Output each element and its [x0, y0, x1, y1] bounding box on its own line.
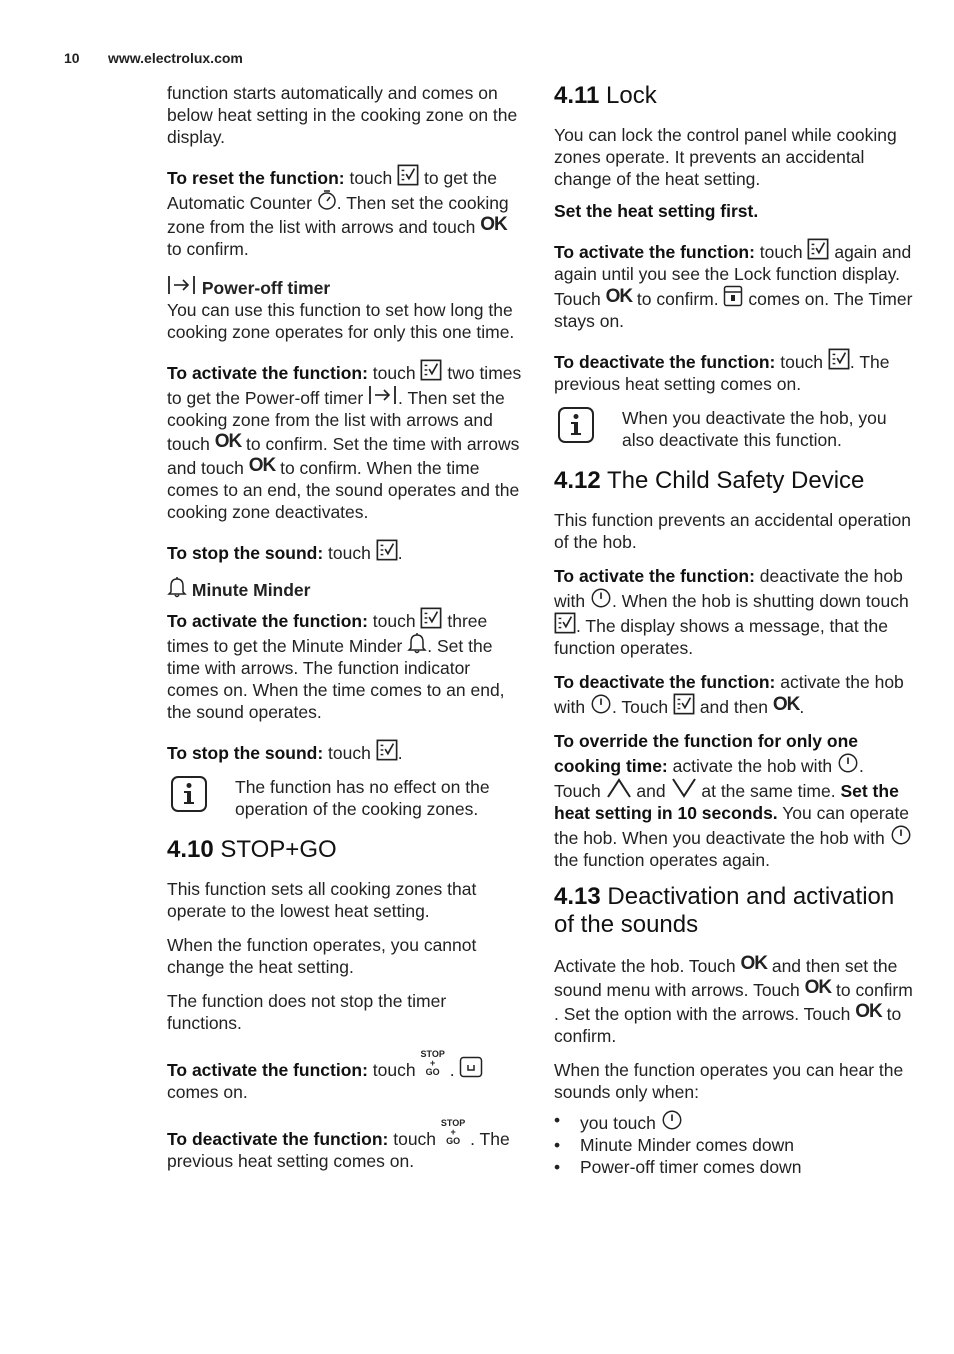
list-item: • Power-off timer comes down [554, 1156, 914, 1178]
timer-select-icon [673, 693, 695, 715]
ok-icon: OK [855, 1001, 882, 1022]
section-4-10-heading: 4.10 STOP+GO [167, 836, 337, 863]
right-column [554, 82, 914, 1178]
ok-icon: OK [605, 286, 633, 307]
ok-icon: OK [480, 214, 507, 235]
ok-icon: OK [740, 953, 767, 974]
up-arrow-icon [606, 777, 632, 799]
section-4-12-heading: 4.12 The Child Safety Device [554, 467, 865, 494]
on-off-icon [590, 693, 612, 715]
sounds-p2: When the function operates you can hear the sounds only when: [554, 1060, 904, 1102]
power-off-title: Power-off timer [201, 278, 331, 298]
lock-p2: Set the heat setting first. [554, 201, 759, 221]
child-safety-override: To override the function for only one cooking time: activate the hob with . Touch and at the same time. Set the heat setting in 10 seconds. You can operate the hob. When you deactivate the hob with the function operates again. [554, 730, 914, 871]
lock-deactivate: To deactivate the function: touch . The previous heat setting comes on. [554, 348, 914, 395]
minute-minder-title: Minute Minder [191, 580, 311, 600]
timer-select-icon [828, 348, 850, 370]
sounds-p1: Activate the hob. Touch OK and then set the sound menu with arrows. Touch OK to confirm . Set the option with the arrows. Touch OK to confirm. [554, 953, 913, 1046]
info-icon [558, 407, 594, 443]
stop-go-indicator-icon [459, 1056, 483, 1078]
stop-go-icon: STOP + GO [440, 1118, 466, 1146]
bell-icon [407, 632, 427, 654]
power-off-section [167, 274, 523, 343]
section-4-13-heading: 4.13 Deactivation and activation of the sounds [554, 883, 895, 938]
page-header [64, 50, 243, 66]
ok-icon: OK [804, 977, 832, 998]
reset-paragraph: To reset the function: touch to get the Automatic Counter . Then set the cooking zone from the list with arrows and touch OK to confirm. [167, 164, 523, 260]
list-item: • you touch [554, 1109, 914, 1134]
child-safety-p1: This function prevents an accidental operation of the hob. [554, 510, 912, 552]
stop-go-icon: STOP + GO [420, 1049, 445, 1077]
power-off-timer-icon [368, 384, 398, 406]
page-number: 10 [64, 50, 80, 66]
lock-icon [723, 285, 743, 307]
timer-select-icon [397, 164, 419, 186]
stop-sound-2: To stop the sound: touch . [167, 739, 523, 764]
lock-activate: To activate the function: touch again and again until you see the Lock function display. Touch OK to confirm. comes on. The Timer stays on. [554, 238, 914, 332]
on-off-icon [590, 587, 612, 609]
timer-select-icon [376, 739, 398, 761]
info-note-2 [554, 407, 914, 451]
intro-paragraph: function starts automatically and comes on below heat setting in the cooking zone on the display. [167, 83, 518, 147]
ok-icon: OK [214, 431, 242, 452]
lock-p1: You can lock the control panel while cooking zones operate. It prevents an accidental change of the heat setting. [554, 125, 897, 189]
timer-select-icon [376, 539, 398, 561]
child-safety-activate: To activate the function: deactivate the hob with . When the hob is shutting down touch . The display shows a message, that the function operates. [554, 566, 909, 658]
sounds-list [554, 1109, 914, 1178]
stop-sound-1: To stop the sound: touch . [167, 539, 523, 564]
timer-select-icon [420, 359, 442, 381]
power-off-desc: You can use this function to set how long the cooking zone operates for only this one time. [167, 300, 515, 342]
ok-icon: OK [772, 694, 800, 715]
site-url: www.electrolux.com [108, 50, 243, 66]
automatic-counter-icon [317, 189, 337, 211]
timer-select-icon [807, 238, 829, 260]
stopgo-p2: When the function operates, you cannot change the heat setting. [167, 935, 477, 977]
timer-select-icon [554, 612, 576, 634]
down-arrow-icon [671, 777, 697, 799]
info-text: The function has no effect on the operation of the cooking zones. [235, 777, 490, 819]
minute-minder-section [167, 576, 523, 723]
info-icon [171, 776, 207, 812]
stopgo-p3: The function does not stop the timer functions. [167, 991, 447, 1033]
reset-label: To reset the function: [167, 168, 345, 188]
ok-icon: OK [248, 455, 276, 476]
timer-select-icon [420, 607, 442, 629]
stopgo-activate: To activate the function: touch STOP + GO . comes on. [167, 1050, 523, 1103]
child-safety-deactivate: To deactivate the function: activate the hob with . Touch and then OK. [554, 672, 904, 717]
stopgo-deactivate: To deactivate the function: touch STOP + GO . The previous heat setting comes on. [167, 1118, 510, 1171]
minute-minder-activate: To activate the function: touch three times to get the Minute Minder . Set the time with arrows. The function indicator comes on. When the time comes to an end, the sound operates. [167, 607, 523, 723]
on-off-icon [837, 752, 859, 774]
stopgo-p1: This function sets all cooking zones that operate to the lowest heat setting. [167, 879, 477, 921]
list-item: • Minute Minder comes down [554, 1134, 914, 1156]
left-column [167, 82, 523, 1184]
power-off-timer-icon [167, 274, 197, 296]
bell-icon [167, 576, 187, 598]
on-off-icon [890, 824, 912, 846]
power-off-activate: To activate the function: touch two times to get the Power-off timer . Then set the cooking zone from the list with arrows and touch OK to confirm. Set the time with arrows and touch OK to confirm. When the time comes to an end, the sound operates and the cooking zone deactivates. [167, 359, 523, 523]
info-text: When you deactivate the hob, you also deactivate this function. [622, 408, 887, 450]
on-off-icon [661, 1109, 683, 1131]
info-note-1 [167, 776, 523, 820]
section-4-11-heading: 4.11 Lock [554, 82, 657, 109]
